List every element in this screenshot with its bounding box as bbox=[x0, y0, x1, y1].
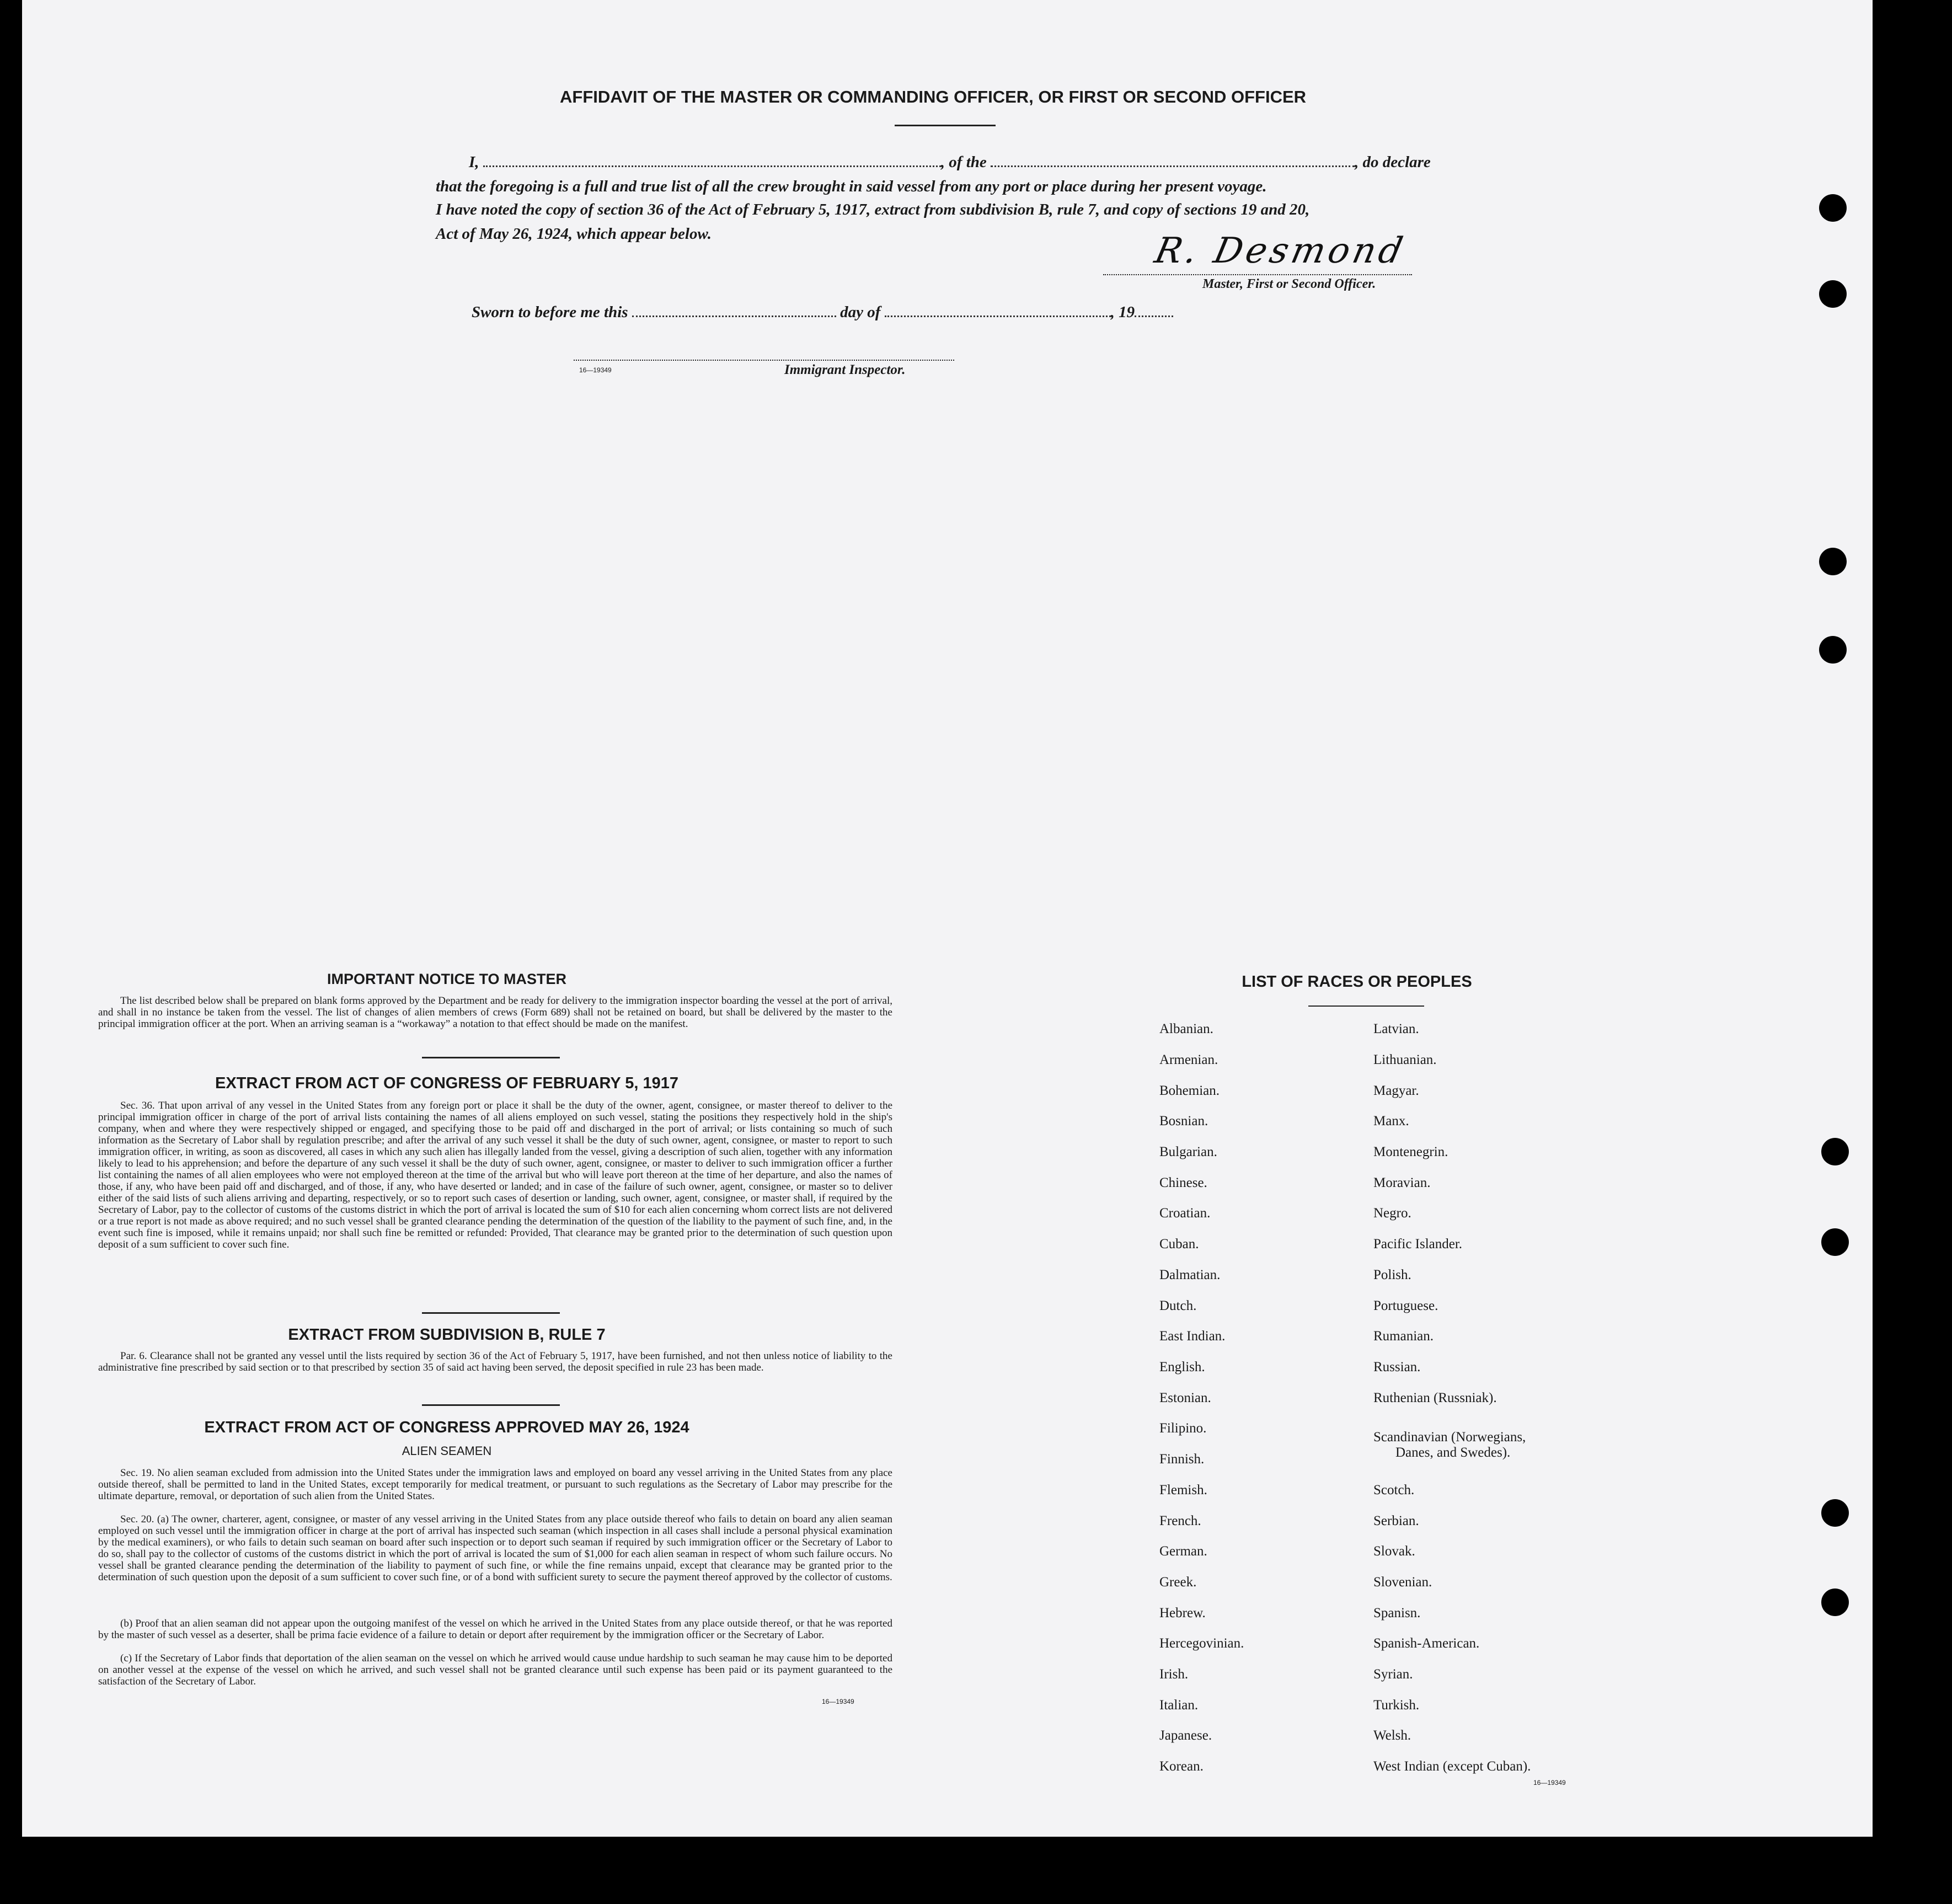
race-item: Scotch. bbox=[1373, 1483, 1415, 1497]
declaration-of-the: , of the bbox=[940, 153, 987, 171]
sworn-line bbox=[472, 303, 1173, 322]
inspector-line bbox=[574, 360, 954, 361]
race-item: Japanese. bbox=[1159, 1728, 1212, 1743]
race-item: West Indian (except Cuban). bbox=[1373, 1759, 1531, 1774]
punch-hole bbox=[1819, 194, 1847, 222]
declaration-line-3: I have noted the copy of section 36 of the Act of February 5, 1917, extract from subdivision B, rule 7, and copy of sections 19 and 20, bbox=[436, 201, 1310, 218]
sworn-day-of: day of bbox=[840, 303, 881, 321]
race-item: Bohemian. bbox=[1159, 1083, 1220, 1098]
race-item: French. bbox=[1159, 1513, 1201, 1528]
race-item: Hebrew. bbox=[1159, 1606, 1206, 1620]
form-number: 16—19349 bbox=[1533, 1779, 1566, 1787]
sworn-year: , 19 bbox=[1110, 303, 1135, 321]
race-item: Pacific Islander. bbox=[1373, 1237, 1463, 1251]
signature-line bbox=[1103, 274, 1412, 275]
race-item: Finnish. bbox=[1159, 1452, 1205, 1467]
race-item: Bosnian. bbox=[1159, 1114, 1208, 1129]
race-item: Montenegrin. bbox=[1373, 1144, 1448, 1159]
race-item: Polish. bbox=[1373, 1267, 1411, 1282]
race-item: Slovenian. bbox=[1373, 1575, 1432, 1590]
extract-1924-title: EXTRACT FROM ACT OF CONGRESS APPROVED MAY 26, 1924 bbox=[204, 1419, 689, 1436]
races-left-column bbox=[1159, 1021, 1380, 1783]
race-item: Latvian. bbox=[1373, 1021, 1419, 1036]
race-item: Portuguese. bbox=[1373, 1298, 1438, 1313]
race-item: Cuban. bbox=[1159, 1237, 1199, 1251]
race-item: Spanisn. bbox=[1373, 1606, 1421, 1620]
notice-title: IMPORTANT NOTICE TO MASTER bbox=[327, 971, 566, 987]
subdivision-b-title: EXTRACT FROM SUBDIVISION B, RULE 7 bbox=[288, 1326, 606, 1344]
race-item: Flemish. bbox=[1159, 1483, 1207, 1497]
punch-hole bbox=[1819, 548, 1847, 575]
race-item: Welsh. bbox=[1373, 1728, 1411, 1743]
declaration-do-declare: , do declare bbox=[1355, 153, 1431, 171]
race-item: Dalmatian. bbox=[1159, 1267, 1221, 1282]
section-20c-text: (c) If the Secretary of Labor finds that deportation of the alien seaman on the vessel on which he arrived would cause undue hardship to such seaman he may cause him to be deported on another vessel at the expense of the vessel on which he arrived, and such vessel shall not be granted clearance until such expense has been paid or its payment guaranteed to the satisfaction of the Secretary of Labor. bbox=[98, 1652, 892, 1687]
punch-hole bbox=[1819, 280, 1847, 308]
race-item: Chinese. bbox=[1159, 1175, 1207, 1190]
race-item: Turkish. bbox=[1373, 1698, 1420, 1713]
race-item: Bulgarian. bbox=[1159, 1144, 1217, 1159]
race-item: East Indian. bbox=[1159, 1329, 1226, 1344]
divider bbox=[422, 1312, 560, 1314]
races-underline bbox=[1308, 1006, 1424, 1007]
extract-1917-title: EXTRACT FROM ACT OF CONGRESS OF FEBRUARY 5, 1917 bbox=[215, 1074, 679, 1092]
race-item: Russian. bbox=[1373, 1360, 1421, 1374]
punch-hole bbox=[1819, 636, 1847, 664]
race-item: Magyar. bbox=[1373, 1083, 1419, 1098]
race-item: Serbian. bbox=[1373, 1513, 1419, 1528]
race-item: English. bbox=[1159, 1360, 1205, 1374]
race-item: Danes, and Swedes). bbox=[1395, 1445, 1511, 1460]
form-number: 16—19349 bbox=[822, 1698, 854, 1705]
month-blank bbox=[885, 310, 1111, 317]
alien-seamen-subtitle: ALIEN SEAMEN bbox=[402, 1444, 492, 1458]
vessel-blank bbox=[991, 160, 1355, 167]
extract-1917-text: Sec. 36. That upon arrival of any vessel in the United States from any foreign port or place it shall be the duty of the owner, agent, consignee, or master thereof to deliver to the principal immigration officer in charge of the port of arrival lists containing the names of all aliens employed on such vessel, stating the positions they respectively hold in the ship's company, when and where they were respectively shipped or engaged, and specifying those to be paid off and discharged in the port of arrival; or lists containing so much of such information as the Secretary of Labor shall by regulation prescribe; and after the arrival of any such vessel it shall be the duty of such owner, agent, consignee, or master to report to such immigration officer, in writing, as soon as discovered, all cases in which any such alien has illegally landed from the vessel, giving a description of such alien, together with any information likely to lead to his apprehension; and before the departure of any such vessel it shall be the duty of such owner, agent, consignee, or master to deliver to such immigration officer a further list containing the names of all alien employees who were not employed thereon at the time of the arrival but who will leave port thereon at the time of her departure, and also the names of those, if any, who have been paid off and discharged, and of those, if any, who have deserted or landed; and in case of the failure of such owner, agent, consignee, or master so to deliver either of the said lists of such aliens arriving and departing, respectively, or so to report such cases of desertion or landing, such owner, agent, consignee, or master shall, if required by the Secretary of Labor, pay to the collector of customs of the customs district in which the port of arrival is located the sum of $10 for each alien concerning whom correct lists are not delivered or a true report is not made as above required; and no such vessel shall be granted clearance pending the determination of the question of the liability to the payment of such fine, and, in the event such fine is imposed, while it remains unpaid; nor shall such fine be remitted or refunded: Provided, That clearance may be granted prior to the determination of such question upon deposit of a sum sufficient to cover such fine. bbox=[98, 1100, 892, 1250]
signature-caption: Master, First or Second Officer. bbox=[1202, 277, 1376, 291]
form-number: 16—19349 bbox=[579, 366, 612, 374]
divider bbox=[422, 1057, 560, 1058]
declaration-line-2: that the foregoing is a full and true list of all the crew brought in said vessel from any port or place during her present voyage. bbox=[436, 178, 1267, 195]
race-item: Syrian. bbox=[1373, 1667, 1413, 1682]
race-item: Albanian. bbox=[1159, 1021, 1213, 1036]
declaration-line-4: Act of May 26, 1924, which appear below. bbox=[436, 225, 712, 243]
race-item: Filipino. bbox=[1159, 1421, 1207, 1436]
race-item: Armenian. bbox=[1159, 1052, 1218, 1067]
punch-hole bbox=[1821, 1228, 1849, 1256]
race-item: Hercegovinian. bbox=[1159, 1636, 1244, 1651]
race-item: Irish. bbox=[1159, 1667, 1189, 1682]
races-right-column bbox=[1373, 1021, 1660, 1783]
race-item: Croatian. bbox=[1159, 1206, 1211, 1221]
race-item: Lithuanian. bbox=[1373, 1052, 1437, 1067]
inspector-caption: Immigrant Inspector. bbox=[784, 362, 906, 377]
divider bbox=[422, 1404, 560, 1406]
race-item: German. bbox=[1159, 1544, 1207, 1559]
race-item: Ruthenian (Russniak). bbox=[1373, 1390, 1497, 1405]
section-20a-text: Sec. 20. (a) The owner, charterer, agent, consignee, or master of any vessel arriving in the United States from any place outside thereof who fails to detain on board any alien seaman employed on such vessel until the immigration officer in charge at the port of arrival has inspected such seaman (which inspection in all cases shall include a personal physical examination by the medical examiners), or who fails to detain such seaman on board after such inspection or to deport such seaman if required by such immigration officer or the Secretary of Labor to do so, shall pay to the collector of customs of the customs district in which the port of arrival is located the sum of $1,000 for each alien seaman in respect of whom such failure occurs. No vessel shall be granted clearance pending the determination of the liability to payment of such fine, or while the fine remains unpaid, except that clearance may be granted prior to the determination of such question upon the deposit of a sum sufficient to cover such fine, or of a bond with sufficient surety to secure the payment thereof approved by the collector of customs. bbox=[98, 1513, 892, 1583]
race-item: Negro. bbox=[1373, 1206, 1411, 1221]
race-item: Estonian. bbox=[1159, 1390, 1211, 1405]
day-blank bbox=[632, 310, 836, 317]
section-19-text: Sec. 19. No alien seaman excluded from admission into the United States under the immigration laws and employed on board any vessel arriving in the United States from any place outside thereof, shall be permitted to land in the United States, except temporarily for medical treatment, or pursuant to such regulations as the Secretary of Labor may prescribe for the ultimate departure, removal, or deportation of such alien from the United States. bbox=[98, 1467, 892, 1502]
section-20b-text: (b) Proof that an alien seaman did not appear upon the outgoing manifest of the vessel on which he arrived in the United States from any place outside thereof, or that he was reported by the master of such vessel as a deserter, shall be prima facie evidence of a failure to detain or deport after requirement by the immigration officer or the Secretary of Labor. bbox=[98, 1618, 892, 1641]
notice-text: The list described below shall be prepared on blank forms approved by the Department and be ready for delivery to the immigration inspector boarding the vessel at the port of arrival, and shall in no instance be taken from the vessel. The list of changes of alien members of crews (Form 689) shall not be retained on board, but shall be delivered by the master to the principal immigration officer at the port. When an arriving seaman is a “workaway” a notation to that effect should be made on the manifest. bbox=[98, 995, 892, 1030]
race-item: Spanish-American. bbox=[1373, 1636, 1480, 1651]
race-item: Scandinavian (Norwegians, bbox=[1373, 1430, 1526, 1445]
sworn-text: Sworn to before me this bbox=[472, 303, 628, 321]
races-title: LIST OF RACES OR PEOPLES bbox=[1242, 973, 1472, 991]
race-item: Slovak. bbox=[1373, 1544, 1415, 1559]
punch-hole bbox=[1821, 1589, 1849, 1616]
subdivision-b-text: Par. 6. Clearance shall not be granted any vessel until the lists required by section 36 of the Act of February 5, 1917, have been furnished, and not then unless notice of liability to the administrative fine prescribed by said section or to that prescribed by section 35 of said act having been served, the deposit specified in rule 23 has been made. bbox=[98, 1350, 892, 1373]
race-item: Greek. bbox=[1159, 1575, 1197, 1590]
title-underline bbox=[895, 125, 996, 126]
punch-hole bbox=[1821, 1138, 1849, 1165]
signature: R. Desmond bbox=[1151, 231, 1410, 271]
declaration-line-1 bbox=[469, 153, 1431, 172]
race-item: Manx. bbox=[1373, 1114, 1409, 1129]
name-blank bbox=[483, 160, 941, 167]
declaration-i: I, bbox=[469, 153, 479, 171]
punch-hole bbox=[1821, 1499, 1849, 1527]
race-item: Dutch. bbox=[1159, 1298, 1197, 1313]
race-item: Rumanian. bbox=[1373, 1329, 1434, 1344]
affidavit-title: AFFIDAVIT OF THE MASTER OR COMMANDING OFFICER, OR FIRST OR SECOND OFFICER bbox=[560, 87, 1307, 106]
race-item: Italian. bbox=[1159, 1698, 1199, 1713]
race-item: Moravian. bbox=[1373, 1175, 1431, 1190]
race-item: Korean. bbox=[1159, 1759, 1204, 1774]
year-blank bbox=[1135, 310, 1173, 317]
